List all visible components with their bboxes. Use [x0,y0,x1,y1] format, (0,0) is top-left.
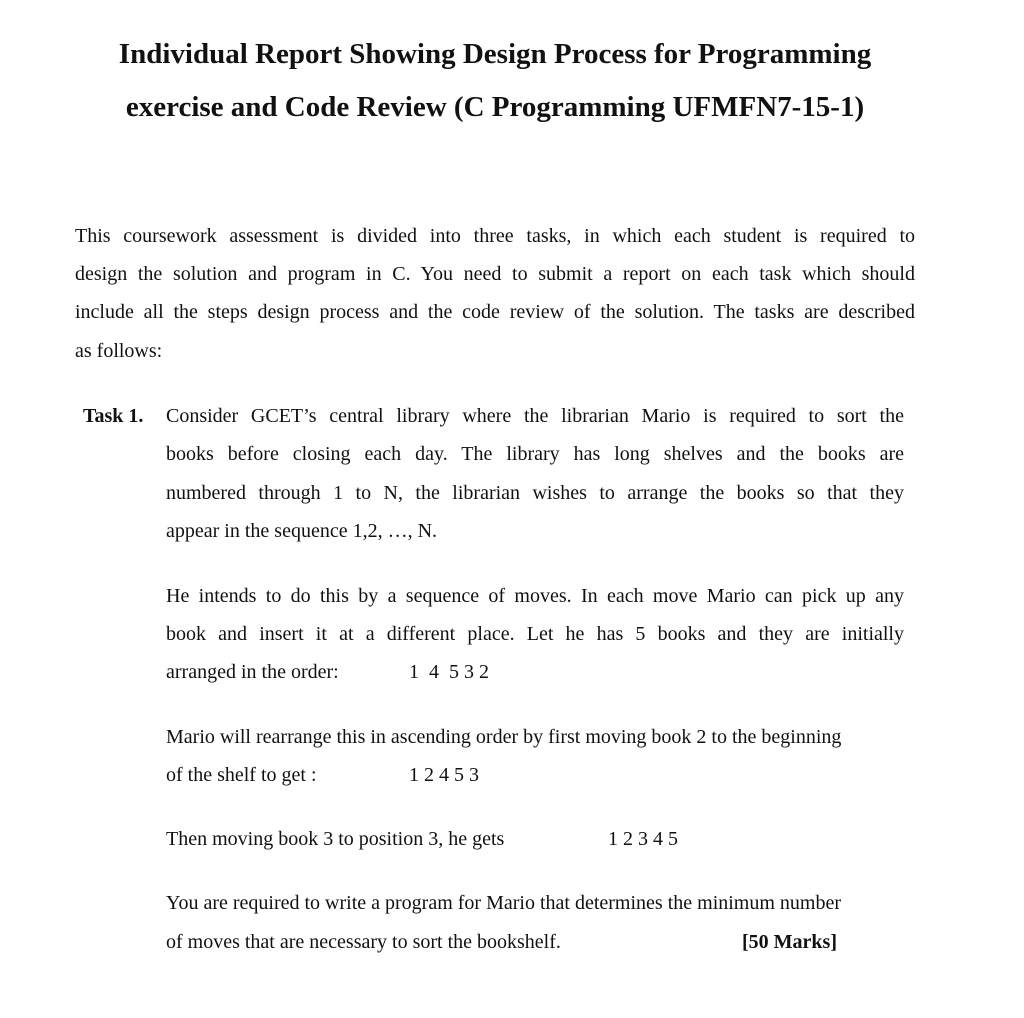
task-1-label: Task 1. [83,405,144,427]
step-1-label: of the shelf to get : [166,764,317,786]
intro-line-4: as follows: [75,340,163,362]
task-1-para-1-line-2: books before closing each day. The library has long shelves and the books are [166,443,904,465]
initial-order-sequence: 1 4 5 3 2 [409,661,489,683]
intro-line-2: design the solution and program in C. You need to submit a report on each task which should [75,263,915,285]
task-1-para-2-line-1: He intends to do this by a sequence of moves. In each move Mario can pick up any [166,585,904,607]
step-2-sequence: 1 2 3 4 5 [608,828,678,850]
task-1-para-2-line-2: book and insert it at a different place. Let he has 5 books and they are initially [166,623,904,645]
step-2-label: Then moving book 3 to position 3, he gets [166,828,505,850]
intro-line-1: This coursework assessment is divided into three tasks, in which each student is required to [75,225,915,247]
document-title-line-1: Individual Report Showing Design Process for Programming [118,38,872,70]
task-1-para-1-line-3: numbered through 1 to N, the librarian wishes to arrange the books so that they [166,482,904,504]
task-1-para-4-line-1: You are required to write a program for Mario that determines the minimum number [166,892,842,914]
task-1-para-3-line-1: Mario will rearrange this in ascending order by first moving book 2 to the beginning [166,726,842,748]
task-1-para-4-line-2: of moves that are necessary to sort the bookshelf. [166,931,561,953]
task-1-para-1-line-4: appear in the sequence 1,2, …, N. [166,520,438,542]
intro-line-3: include all the steps design process and the code review of the solution. The tasks are described [75,301,915,323]
task-1-marks: [50 Marks] [742,931,837,953]
task-1-para-1-line-1: Consider GCET’s central library where the librarian Mario is required to sort the [166,405,904,427]
step-1-sequence: 1 2 4 5 3 [409,764,479,786]
document-title-line-2: exercise and Code Review (C Programming UFMFN7-15-1) [125,91,865,123]
initial-order-label: arranged in the order: [166,661,339,683]
